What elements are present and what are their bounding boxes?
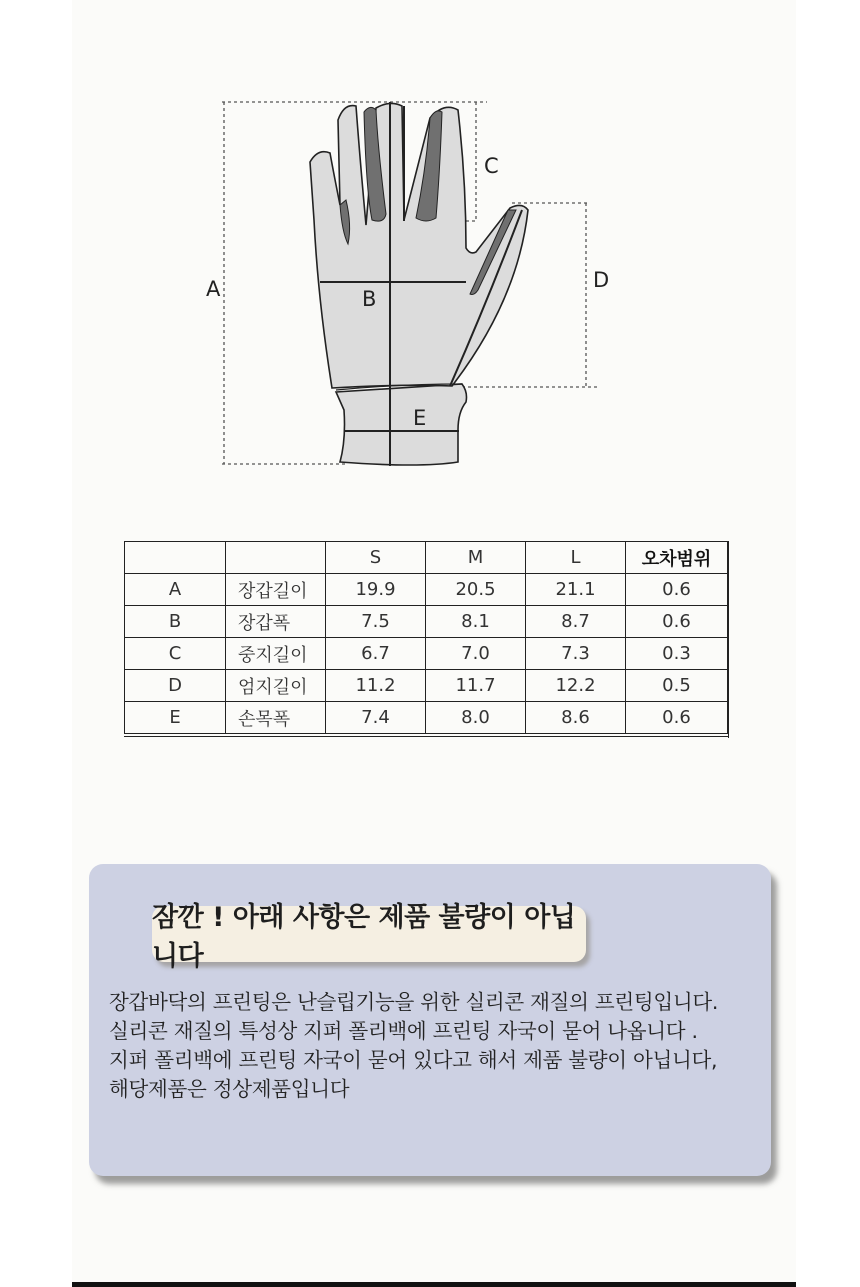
header-cell-name [226,542,326,574]
table-double-rule-bottom [124,736,728,737]
row-tolerance: 0.6 [626,702,728,734]
dimension-label-d: D [593,268,610,292]
row-tolerance: 0.6 [626,606,728,638]
row-size-l: 8.7 [526,606,626,638]
row-name: 엄지길이 [226,670,326,702]
row-size-l: 21.1 [526,574,626,606]
row-code: E [125,702,226,734]
dimension-label-c: C [484,154,499,178]
row-size-m: 8.1 [426,606,526,638]
row-size-l: 12.2 [526,670,626,702]
row-name: 손목폭 [226,702,326,734]
row-code: A [125,574,226,606]
table-header-row [125,542,728,574]
row-size-s: 11.2 [326,670,426,702]
size-table [124,541,728,734]
row-tolerance: 0.5 [626,670,728,702]
notice-line: 실리콘 재질의 특성상 지퍼 폴리백에 프린팅 자국이 묻어 나옵니다 . [109,1019,698,1043]
table-row [125,606,728,638]
header-cell-s: S [326,542,426,574]
row-size-s: 6.7 [326,638,426,670]
row-size-s: 7.5 [326,606,426,638]
row-size-m: 8.0 [426,702,526,734]
row-size-m: 7.0 [426,638,526,670]
row-size-s: 7.4 [326,702,426,734]
table-row [125,638,728,670]
header-cell-m: M [426,542,526,574]
glove-illustration [0,0,860,500]
header-cell-l: L [526,542,626,574]
table-row [125,670,728,702]
table-double-rule-right [728,541,729,738]
notice-body [109,988,759,1104]
row-code: B [125,606,226,638]
row-name: 장갑폭 [226,606,326,638]
header-cell-tolerance: 오차범위 [626,542,728,574]
table-row [125,574,728,606]
row-size-m: 20.5 [426,574,526,606]
row-size-l: 7.3 [526,638,626,670]
notice-line: 장갑바닥의 프린팅은 난슬립기능을 위한 실리콘 재질의 프린팅입니다. [109,990,719,1014]
row-size-l: 8.6 [526,702,626,734]
row-size-s: 19.9 [326,574,426,606]
row-tolerance: 0.6 [626,574,728,606]
row-size-m: 11.7 [426,670,526,702]
row-name: 중지길이 [226,638,326,670]
header-cell-code [125,542,226,574]
row-code: D [125,670,226,702]
dimension-label-b: B [362,287,377,311]
row-tolerance: 0.3 [626,638,728,670]
notice-line: 해당제품은 정상제품입니다 [109,1077,350,1101]
notice-title: 잠깐 ! 아래 사항은 제품 불량이 아닙니다 [152,906,586,962]
glove-diagram [0,0,860,500]
table-row [125,702,728,734]
notice-line: 지퍼 폴리백에 프린팅 자국이 묻어 있다고 해서 제품 불량이 아닙니다, [109,1048,718,1072]
footer-divider [72,1282,796,1287]
row-code: C [125,638,226,670]
row-name: 장갑길이 [226,574,326,606]
notice-box [89,864,771,1176]
dimension-label-a: A [206,277,221,301]
dimension-label-e: E [413,406,427,430]
